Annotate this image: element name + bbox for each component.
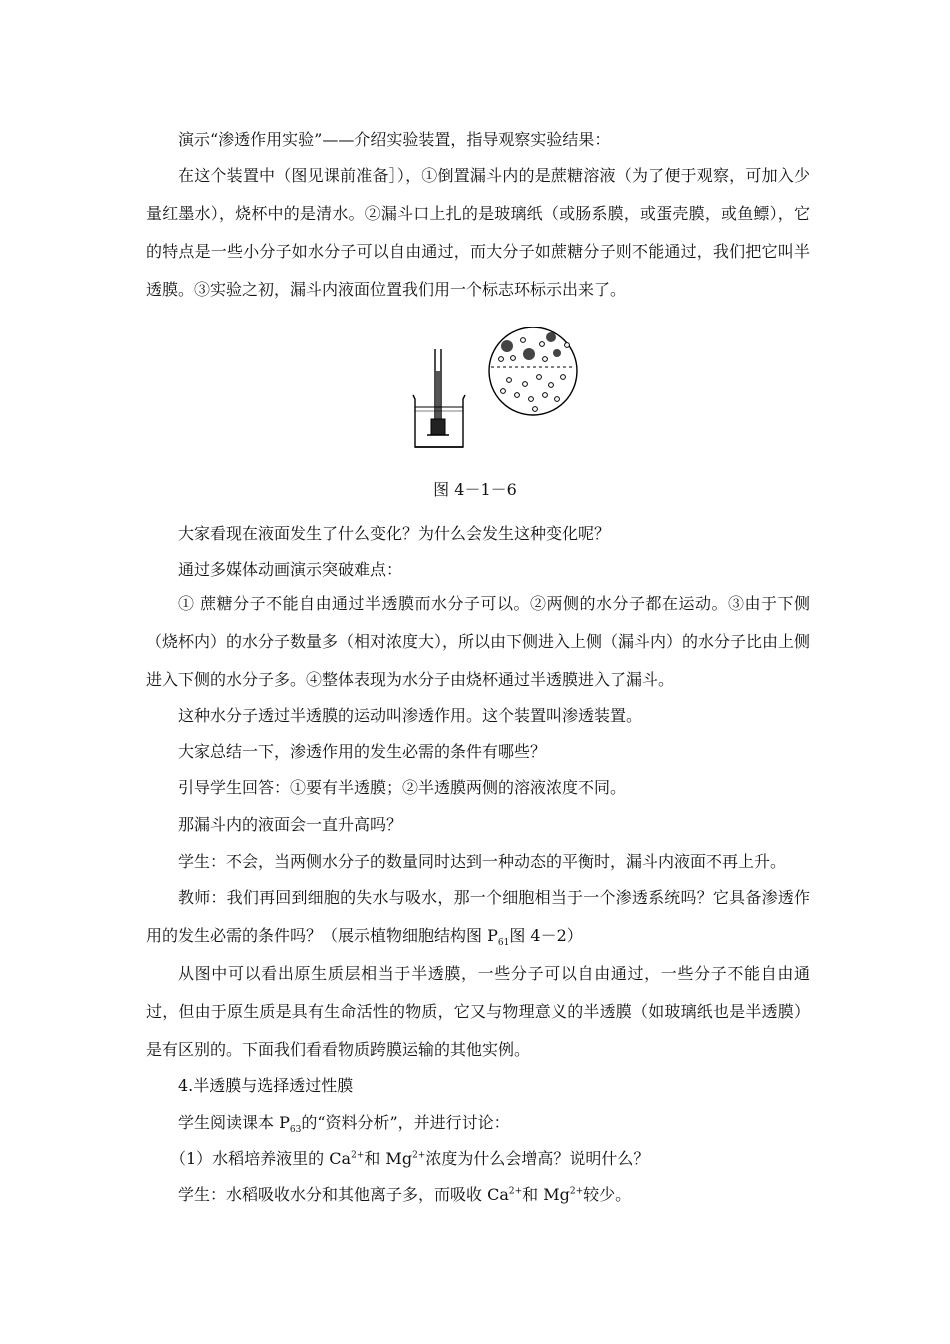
paragraph-student-answer-2: 学生：水稻吸收水分和其他离子多，而吸收 $Ca^{2+}$和 $Mg^{2+}$较少。 — [178, 1185, 632, 1204]
paragraph-protoplasm: 从图中可以看出原生质层相当于半透膜，一些分子可以自由通过，一些分子不能自由通过，但由于原生质是具有生命活性的物质，它又与物理意义的半透膜（如玻璃纸也是半透膜）是有区别的。下面我们看看物质跨膜运输的其他实例。 — [146, 964, 810, 1059]
paragraph-conditions-answer: 引导学生回答：①要有半透膜；②半透膜两侧的溶液浓度不同。 — [178, 778, 627, 797]
paragraph-demo-intro: 演示“渗透作用实验”——介绍实验装置，指导观察实验结果： — [178, 130, 611, 149]
paragraph-osmosis-definition: 这种水分子透过半透膜的运动叫渗透作用。这个装置叫渗透装置。 — [178, 706, 643, 725]
figure-osmosis-apparatus — [405, 327, 585, 459]
paragraph-question-1: （1）水稻培养液里的 $Ca^{2+}$和 $Mg^{2+}$浓度为什么会增高？说明什么？ — [170, 1149, 650, 1168]
section-heading-membranes: 4.半透膜与选择透过性膜 — [178, 1076, 354, 1095]
paragraph-conditions-question: 大家总结一下，渗透作用的发生必需的条件有哪些？ — [178, 742, 547, 761]
paragraph-apparatus: 在这个装置中（图见课前准备］），①倒置漏斗内的是蔗糖溶液（为了便于观察，可加入少量红墨水），烧杯中的是清水。②漏斗口上扎的是玻璃纸（或肠系膜，或蛋壳膜，或鱼鳔），它的特点是一些小分子如水分子可以自由通过，而大分子如蔗糖分子则不能通过，我们把它叫半透膜。③实验之初，漏斗内液面位置我们用一个标志环标示出来了。 — [146, 166, 810, 299]
paragraph-question-change: 大家看现在液面发生了什么变化？为什么会发生这种变化呢？ — [178, 524, 611, 543]
paragraph-reading: 学生阅读课本 $P_{63}$的“资料分析”，并进行讨论： — [178, 1113, 510, 1136]
paragraph-student-answer: 学生：不会，当两侧水分子的数量同时达到一种动态的平衡时，漏斗内液面不再上升。 — [178, 852, 787, 871]
paragraph-teacher-question: 教师：我们再回到细胞的失水与吸水，那一个细胞相当于一个渗透系统吗？它具备渗透作用的发生必需的条件吗？（展示植物细胞结构图 $P_{61}$图 4－2） — [146, 888, 810, 949]
paragraph-explanation: ① 蔗糖分子不能自由通过半透膜而水分子可以。②两侧的水分子都在运动。③由于下侧（烧杯内）的水分子数量多（相对浓度大），所以由下侧进入上侧（漏斗内）的水分子比由上侧进入下侧的水分子多。④整体表现为水分子由烧杯通过半透膜进入了漏斗。 — [146, 594, 811, 689]
osmosis-apparatus-illustration — [405, 327, 585, 455]
paragraph-level-question: 那漏斗内的液面会一直升高吗？ — [178, 815, 403, 834]
figure-caption: 图 4－1－6 — [433, 480, 517, 499]
paragraph-multimedia: 通过多媒体动画演示突破难点： — [178, 560, 403, 579]
